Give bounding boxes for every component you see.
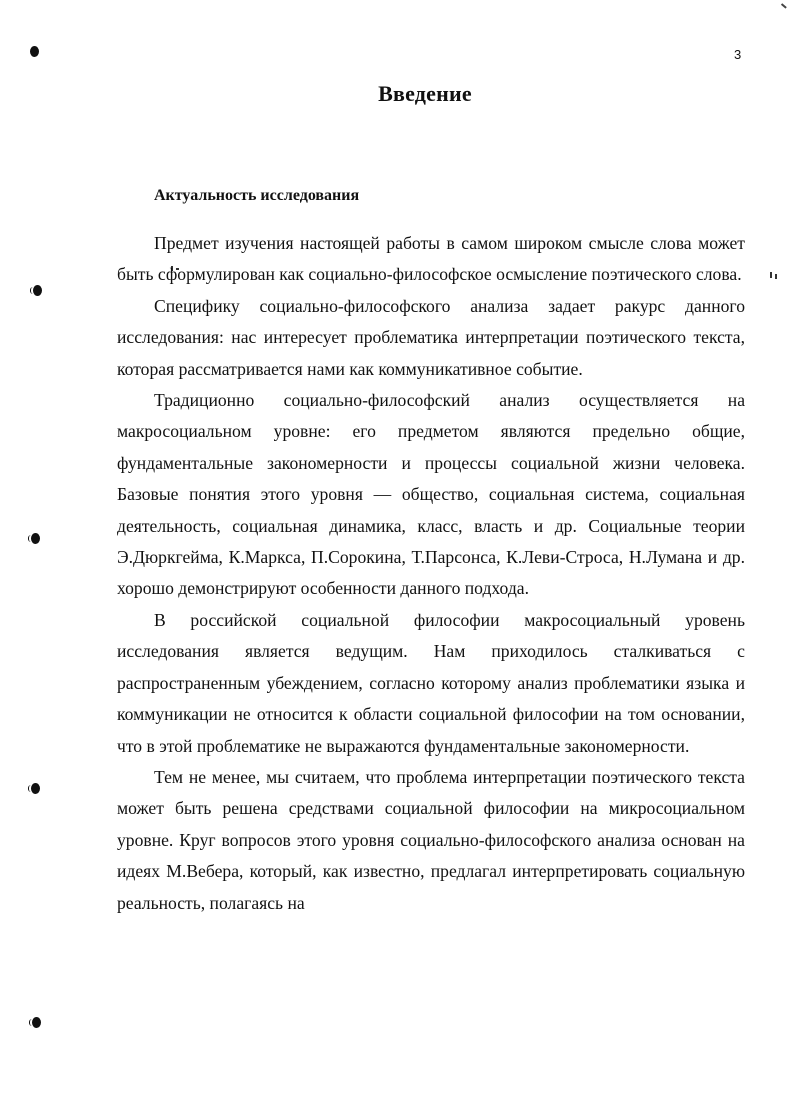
paragraph: Традиционно социально-философский анализ осуществляется на макросоциальном уровне: его предметом являются предельно общие, фундаментальные закономерности и процессы социальной жизни человека. Базовые понятия этого уровня — общество, социальная система, социальная деятельность, социальная динамика, класс, власть и др. Социальные теории Э.Дюркгейма, К.Маркса, П.Сорокина, Т.Парсонса, К.Леви-Строса, Н.Лумана и др. хорошо демонстрируют особенности данного подхода. xyxy=(117,390,745,599)
paragraph: В российской социальной философии макросоциальный уровень исследования является ведущим. Нам приходилось сталкиваться с распространенным убеждением, согласно которому анализ проблематики языка и коммуникации не относится к области социальной философии на том основании, что в этой проблематике не выражаются фундаментальные закономерности. xyxy=(117,609,745,756)
paragraph: Предмет изучения настоящей работы в самом широком смысле слова может быть сформулирован как социально-философское осмысление поэтического слова. xyxy=(117,233,745,285)
binding-hole-mark xyxy=(33,285,42,296)
binding-hole-mark xyxy=(30,46,39,57)
paragraph: Тем не менее, мы считаем, что проблема интерпретации поэтического текста может быть решена средствами социальной философии на микросоциальном уровне. Круг вопросов этого уровня социально-философского анализа основан на идеях М.Вебера, который, как известно, предлагал интерпретировать социальную реальность, полагаясь на xyxy=(117,766,745,913)
page-title: Введение xyxy=(378,81,472,106)
binding-hole-mark xyxy=(31,533,40,544)
binding-hole-mark xyxy=(31,783,40,794)
paragraph: Специфику социально-философского анализа задает ракурс данного исследования: нас интересует проблематика интерпретации поэтического текста, которая рассматривается нами как коммуникативное событие. xyxy=(117,295,745,379)
scan-artifact xyxy=(781,3,787,8)
binding-hole-mark xyxy=(32,1017,41,1028)
section-heading: Актуальность исследования xyxy=(154,187,360,204)
scan-artifact xyxy=(770,272,772,278)
body-text xyxy=(117,228,745,919)
page-number: 3 xyxy=(734,47,742,62)
scan-artifact xyxy=(775,274,777,279)
